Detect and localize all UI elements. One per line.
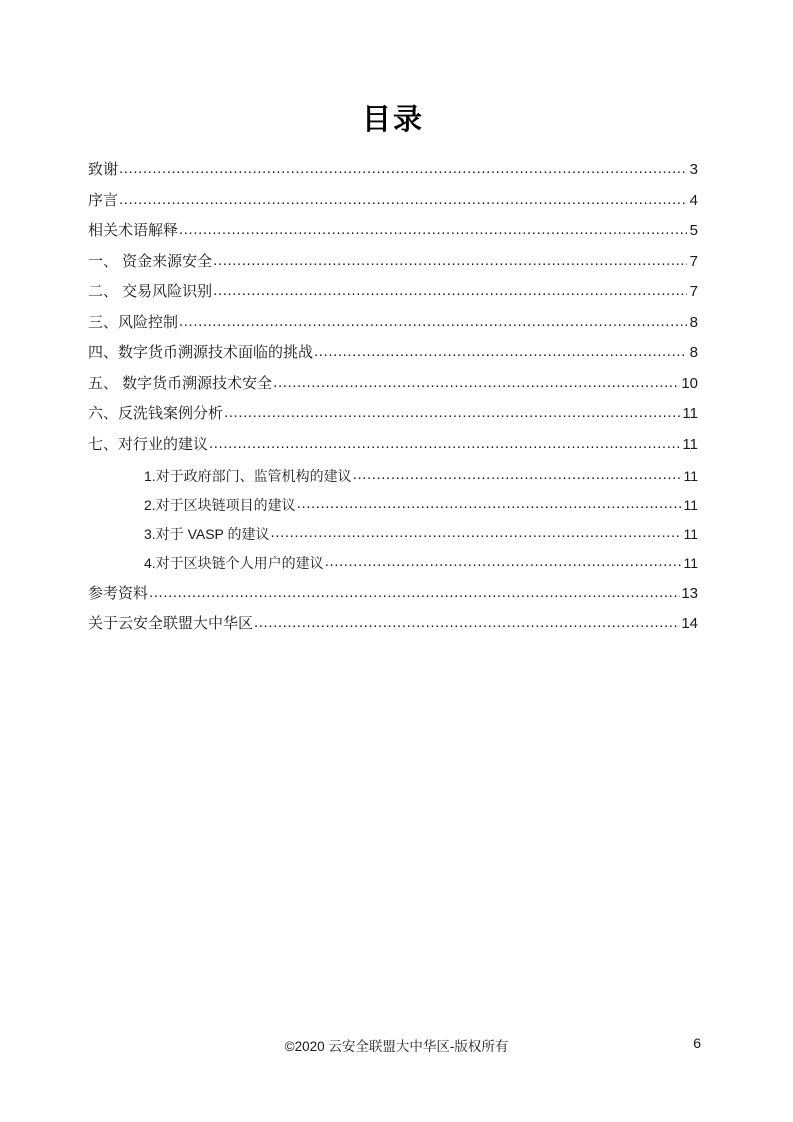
toc-entry-page-number: 7 xyxy=(689,283,698,300)
toc-entry-label: 七、对行业的建议 xyxy=(88,435,209,453)
toc-leader-dots xyxy=(209,436,681,451)
toc-entry[interactable] xyxy=(88,376,698,391)
toc-leader-dots xyxy=(119,161,687,176)
toc-entry-page-number: 11 xyxy=(682,405,698,422)
toc-entry[interactable] xyxy=(88,437,698,452)
toc-entry[interactable] xyxy=(88,162,698,177)
toc-entry-page-number: 11 xyxy=(683,554,698,571)
toc-entry-label: 相关术语解释 xyxy=(88,222,179,239)
toc-entry-page-number: 4 xyxy=(689,191,698,209)
footer-copyright: ©2020 云安全联盟大中华区-版权所有 xyxy=(284,1039,509,1054)
toc-entry[interactable] xyxy=(88,555,698,570)
toc-entry-page-number: 13 xyxy=(681,584,698,602)
toc-entry-label: 4.对于区块链个人用户的建议 xyxy=(144,554,324,571)
toc-entry-page-number: 3 xyxy=(689,161,698,178)
toc-entry-label: 四、数字货币溯源技术面临的挑战 xyxy=(88,344,314,361)
toc-leader-dots xyxy=(179,222,687,237)
toc-entry-label: 关于云安全联盟大中华区 xyxy=(88,615,254,632)
toc-entry-label: 一、 资金来源安全 xyxy=(88,252,213,270)
toc-entry[interactable] xyxy=(88,345,698,360)
toc-leader-dots xyxy=(213,253,687,268)
toc-entry-label: 五、 数字货币溯源技术安全 xyxy=(88,374,273,392)
toc-container xyxy=(88,0,698,647)
toc-leader-dots xyxy=(353,467,683,482)
toc-leader-dots xyxy=(273,375,680,390)
toc-entry[interactable] xyxy=(88,315,698,330)
toc-leader-dots xyxy=(119,192,687,207)
toc-entry-label: 三、风险控制 xyxy=(88,313,179,331)
toc-entry-page-number: 11 xyxy=(683,467,698,484)
toc-entry-page-number: 7 xyxy=(689,252,698,270)
toc-entry[interactable] xyxy=(88,526,698,541)
toc-leader-dots xyxy=(179,314,687,329)
toc-entry-label: 致谢 xyxy=(88,161,119,178)
toc-entry-label: 2.对于区块链项目的建议 xyxy=(144,496,296,513)
toc-entry-label: 3.对于 VASP 的建议 xyxy=(144,525,270,542)
toc-leader-dots xyxy=(297,496,683,511)
toc-entry[interactable] xyxy=(88,284,698,299)
toc-leader-dots xyxy=(149,585,680,600)
toc-entry[interactable] xyxy=(88,616,698,631)
toc-entry-page-number: 8 xyxy=(689,344,698,361)
toc-entry[interactable] xyxy=(88,468,698,483)
toc-entry-page-number: 11 xyxy=(683,496,698,513)
toc-leader-dots xyxy=(325,554,683,569)
toc-leader-dots xyxy=(254,615,680,630)
toc-entry[interactable] xyxy=(88,193,698,208)
toc-list xyxy=(88,162,698,631)
toc-entry-label: 二、 交易风险识别 xyxy=(88,283,213,300)
toc-leader-dots xyxy=(213,283,687,298)
toc-entry-page-number: 10 xyxy=(681,374,698,392)
toc-entry-page-number: 5 xyxy=(689,222,698,239)
toc-entry[interactable] xyxy=(88,497,698,512)
toc-leader-dots xyxy=(271,525,683,540)
toc-entry-label: 序言 xyxy=(88,191,119,209)
toc-leader-dots xyxy=(224,405,681,420)
toc-entry[interactable] xyxy=(88,254,698,269)
toc-entry[interactable] xyxy=(88,223,698,238)
toc-entry-page-number: 11 xyxy=(682,435,698,453)
page-title: 目录 xyxy=(361,104,424,136)
toc-entry[interactable] xyxy=(88,586,698,601)
footer-page-number: 6 xyxy=(693,1035,701,1051)
toc-entry-page-number: 14 xyxy=(681,615,698,632)
toc-entry-label: 参考资料 xyxy=(88,584,149,602)
toc-entry[interactable] xyxy=(88,406,698,421)
toc-entry-page-number: 8 xyxy=(689,313,698,331)
toc-leader-dots xyxy=(314,344,687,359)
toc-entry-page-number: 11 xyxy=(683,525,698,542)
toc-entry-label: 六、反洗钱案例分析 xyxy=(88,405,224,422)
toc-entry-label: 1.对于政府部门、监管机构的建议 xyxy=(144,467,352,484)
